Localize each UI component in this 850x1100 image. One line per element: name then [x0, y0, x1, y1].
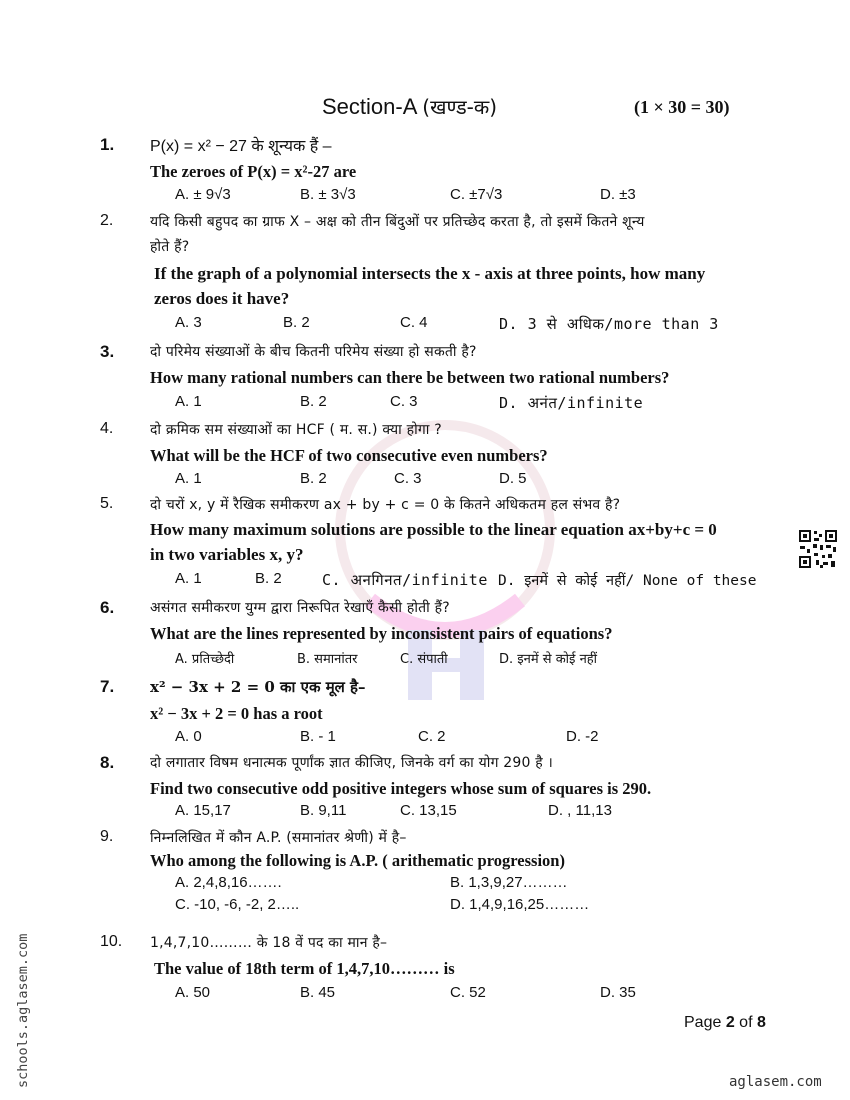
- option-d: D. इनमें से कोई नहीं/ None of these: [498, 573, 757, 589]
- option-a: A. 50: [175, 984, 211, 1001]
- option-b: B. - 1: [300, 728, 336, 745]
- option-c: C. 4: [400, 314, 428, 331]
- question-number: 1.: [100, 135, 115, 154]
- question-text-hi: यदि किसी बहुपद का ग्राफ X – अक्ष को तीन बिंदुओं पर प्रतिच्छेद करता है, तो इसमें कितने शून्य: [150, 214, 645, 230]
- question-text-en: What will be the HCF of two consecutive even numbers?: [150, 446, 548, 465]
- question-number: 2.: [100, 212, 114, 229]
- qr-code: [798, 529, 838, 569]
- question-text-en: Find two consecutive odd positive integers whose sum of squares is 290.: [150, 779, 652, 798]
- option-d: D. 3 से अधिक/more than 3: [499, 315, 719, 333]
- section-title-hi: (खण्ड-क): [422, 95, 498, 119]
- option-b: B. 2: [255, 570, 282, 587]
- question-number: 7.: [100, 677, 115, 696]
- question-text-hi: दो लगातार विषम धनात्मक पूर्णांक ज्ञात कीजिए, जिनके वर्ग का योग 290 है ।: [150, 755, 554, 771]
- question-number: 3.: [100, 342, 115, 361]
- page-prefix: Page: [684, 1014, 726, 1031]
- option-b: B. 2: [283, 314, 310, 331]
- option-a: A. 3: [175, 314, 202, 331]
- page-number: [684, 1014, 766, 1032]
- option-c: C. 52: [450, 984, 486, 1001]
- option-d: D. 5: [499, 470, 527, 487]
- question-number: 6.: [100, 598, 115, 617]
- option-a: A. 15,17: [175, 802, 231, 819]
- question-text-en: The zeroes of P(x) = x²-27 are: [150, 162, 357, 181]
- section-title-en: Section-A: [322, 94, 417, 119]
- option-a: A. 1: [175, 570, 202, 587]
- option-c: C. संपाती: [400, 652, 448, 667]
- page-total: 8: [756, 1014, 766, 1031]
- question-text-en: What are the lines represented by inconsistent pairs of equations?: [150, 624, 613, 643]
- question-text-en: x² − 3x + 2 = 0 has a root: [150, 704, 323, 723]
- option-b: B. 2: [300, 393, 327, 410]
- question-text-hi: असंगत समीकरण युग्म द्वारा निरूपित रेखाएँ कैसी होती हैं?: [150, 600, 450, 616]
- option-d: D. इनमें से कोई नहीं: [499, 652, 598, 667]
- question-text-hi: P(x) = x² − 27 के शून्यक हैं –: [150, 138, 332, 155]
- page-current: 2: [725, 1014, 735, 1031]
- option-d: D. 35: [600, 984, 636, 1001]
- question-text-en: If the graph of a polynomial intersects the x - axis at three points, how many: [154, 264, 706, 283]
- option-b: B. 1,3,9,27………: [450, 874, 568, 891]
- option-d: D. ±3: [600, 186, 636, 203]
- option-c: C. 2: [418, 728, 446, 745]
- question-text-hi: x² − 3x + 2 = 0 का एक मूल है–: [150, 678, 366, 696]
- option-c: C. 3: [390, 393, 418, 410]
- option-c: C. 3: [394, 470, 422, 487]
- option-a: A. 1: [175, 470, 202, 487]
- question-text-hi: दो चरों x, y में रैखिक समीकरण ax + by + c = 0 के कितने अधिकतम हल संभव है?: [150, 497, 621, 513]
- section-marks: (1 × 30 = 30): [634, 97, 730, 117]
- option-c: C. -10, -6, -2, 2…..: [175, 896, 300, 913]
- option-a: A. ± 9√3: [175, 186, 231, 203]
- question-number: 4.: [100, 420, 114, 437]
- question-text-en: How many rational numbers can there be between two rational numbers?: [150, 368, 670, 387]
- option-a: A. 1: [175, 393, 202, 410]
- side-site-url[interactable]: schools.aglasem.com: [15, 933, 31, 1088]
- option-d: D. 1,4,9,16,25………: [450, 896, 590, 913]
- option-a: A. 0: [175, 728, 202, 745]
- option-b: B. 45: [300, 984, 336, 1001]
- option-b: B. 9,11: [300, 802, 347, 819]
- option-c: C. अनगिनत/infinite: [322, 571, 488, 589]
- option-d: D. , 11,13: [548, 802, 612, 819]
- question-text-hi: निम्नलिखित में कौन A.P. (समानांतर श्रेणी) में है–: [150, 830, 407, 846]
- question-number: 8.: [100, 753, 115, 772]
- question-number: 5.: [100, 495, 114, 512]
- question-text-en: Who among the following is A.P. ( arithematic progression): [150, 851, 565, 870]
- question-text-en: zeros does it have?: [154, 289, 290, 308]
- question-number: 9.: [100, 828, 114, 845]
- option-b: B. समानांतर: [297, 652, 358, 667]
- option-a: A. प्रतिच्छेदी: [175, 652, 235, 667]
- question-text-en: in two variables x, y?: [150, 545, 304, 564]
- footer-site-url[interactable]: aglasem.com: [729, 1074, 822, 1090]
- question-text-en: The value of 18th term of 1,4,7,10……… is: [154, 959, 455, 978]
- option-b: B. 2: [300, 470, 327, 487]
- option-d: D. अनंत/infinite: [499, 394, 644, 412]
- option-a: A. 2,4,8,16…….: [175, 874, 282, 891]
- option-c: C. 13,15: [400, 802, 457, 819]
- question-number: 10.: [100, 933, 123, 950]
- question-text-en: How many maximum solutions are possible to the linear equation ax+by+c = 0: [150, 520, 717, 539]
- option-b: B. ± 3√3: [300, 186, 356, 203]
- question-text-hi: दो परिमेय संख्याओं के बीच कितनी परिमेय संख्या हो सकती है?: [150, 344, 477, 360]
- page-of: of: [734, 1014, 757, 1031]
- question-text-hi: 1,4,7,10……… के 18 वें पद का मान है–: [150, 935, 388, 951]
- option-c: C. ±7√3: [450, 186, 503, 203]
- question-text-hi: दो क्रमिक सम संख्याओं का HCF ( म. स.) क्या होगा ?: [150, 422, 442, 438]
- section-title: [322, 93, 497, 120]
- option-d: D. -2: [566, 728, 599, 745]
- question-text-hi: होते हैं?: [150, 239, 190, 255]
